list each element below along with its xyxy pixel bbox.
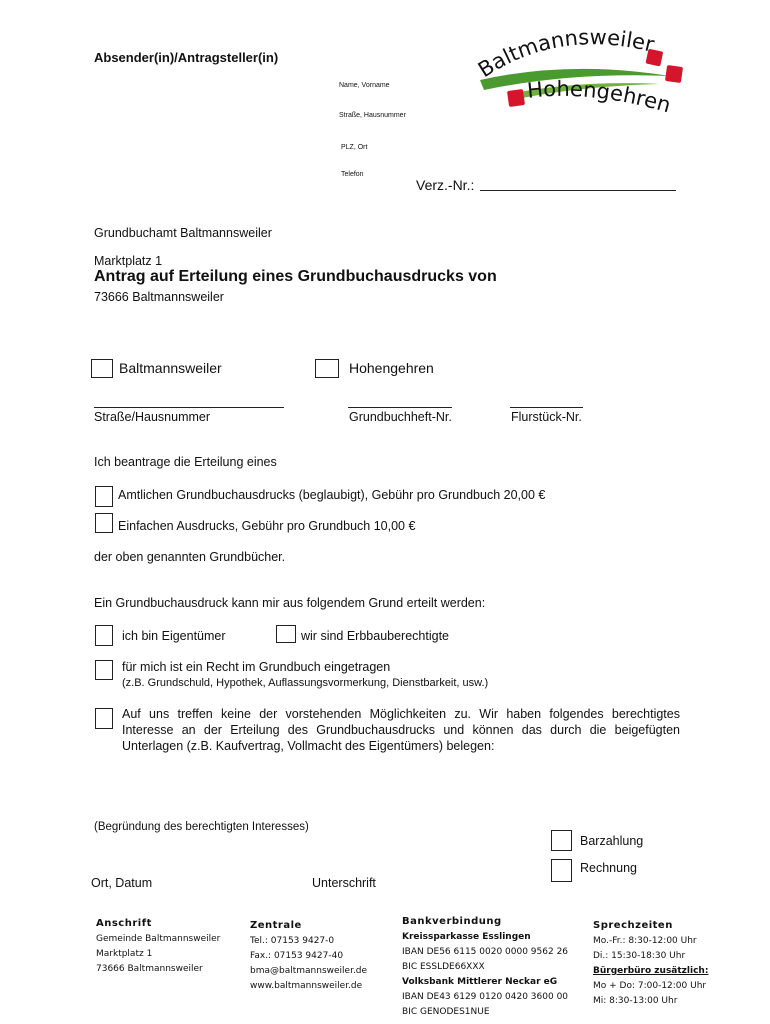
simple-extract-checkbox[interactable] [95,513,113,533]
simple-extract-label: Einfachen Ausdrucks, Gebühr pro Grundbuch 10,00 € [118,519,416,533]
recipient-office: Grundbuchamt Baltmannsweiler [94,226,272,240]
footer-hours-line: Di.: 15:30-18:30 Uhr [593,951,686,961]
street-field-label: Straße, Hausnummer [339,112,406,119]
street-label: Straße/Hausnummer [94,410,211,424]
name-field-label: Name, Vorname [339,82,390,89]
form-title: Antrag auf Erteilung eines Grundbuchausdrucks von [94,268,497,285]
verz-input-line[interactable] [480,190,676,191]
footer-bank2-iban: IBAN DE43 6129 0120 0420 3600 00 [402,992,569,1002]
logo-red-square [507,89,525,107]
heft-input-line[interactable] [348,407,452,408]
place-date-label: Ort, Datum [91,876,153,890]
baltmannsweiler-checkbox[interactable] [91,359,113,378]
city-field-label: PLZ, Ort [341,144,368,151]
reason-intro: Ein Grundbuchausdruck kann mir aus folgendem Grund erteilt werden: [94,596,486,610]
other-interest-text: Auf uns treffen keine der vorstehenden Möglichkeiten zu. Wir haben folgendes berechtigtes Interesse an der Erteilung des Grundbuchausdrucks und können das durch die beigefügten Unterlagen (z.B. Kaufvertrag, Vollmacht des Eigentümers) belegen: [122,707,680,753]
hohengehren-label: Hohengehren [349,360,434,376]
footer-bank2-bic: BIC GENODES1NUE [402,1007,490,1017]
footer-address-line: 73666 Baltmannsweiler [96,964,203,974]
right-registered-label: für mich ist ein Recht im Grundbuch eingetragen [122,660,391,674]
footer-bank1-name: Kreissparkasse Esslingen [402,932,531,942]
footer-address [96,918,220,977]
sender-title: Absender(in)/Antragsteller(in) [94,50,279,65]
footer-email[interactable]: bma@baltmannsweiler.de [250,966,368,976]
hohengehren-checkbox[interactable] [315,359,339,378]
footer-central-title: Zentrale [250,920,302,931]
footer-bank2-name: Volksbank Mittlerer Neckar eG [402,977,558,987]
footer-bank1-iban: IBAN DE56 6115 0020 0000 9562 26 [402,947,569,957]
footer-address-line: Marktplatz 1 [96,949,153,959]
logo-red-square [665,65,683,83]
footer-central [250,920,367,994]
footer-hours-line: Mo + Do: 7:00-12:00 Uhr [593,981,707,991]
footer-fax: Fax.: 07153 9427-40 [250,951,344,961]
heritable-checkbox[interactable] [276,625,296,643]
heritable-label: wir sind Erbbauberechtigte [301,629,449,643]
flurstueck-label: Flurstück-Nr. [511,410,582,424]
footer-website[interactable]: www.baltmannsweiler.de [250,981,363,991]
footer-bank1-bic: BIC ESSLDE66XXX [402,962,485,972]
signature-label: Unterschrift [312,876,376,890]
footer-hours-line: Mo.-Fr.: 8:30-12:00 Uhr [593,936,697,946]
other-interest-checkbox[interactable] [95,708,113,729]
official-extract-label: Amtlichen Grundbuchausdrucks (beglaubigt), Gebühr pro Grundbuch 20,00 € [118,488,546,502]
invoice-payment-checkbox[interactable] [551,859,572,882]
heft-label: Grundbuchheft-Nr. [349,410,452,424]
footer-address-title: Anschrift [96,918,152,929]
request-outro: der oben genannten Grundbücher. [94,550,286,564]
municipality-logo [470,20,700,130]
cash-payment-label: Barzahlung [580,834,644,848]
footer-bank-title: Bankverbindung [402,916,502,927]
invoice-payment-label: Rechnung [580,861,637,875]
official-extract-checkbox[interactable] [95,486,113,507]
recipient-street: Marktplatz 1 [94,254,163,268]
cash-payment-checkbox[interactable] [551,830,572,851]
request-intro: Ich beantrage die Erteilung eines [94,455,277,469]
footer-hours [593,920,708,1009]
right-registered-checkbox[interactable] [95,660,113,680]
flurstueck-input-line[interactable] [510,407,583,408]
logo-text-bottom: Hohengehren [526,76,674,118]
footer-hours-line: Mi: 8:30-13:00 Uhr [593,996,678,1006]
street-input-line[interactable] [94,407,284,408]
footer-phone: Tel.: 07153 9427-0 [250,936,335,946]
verz-label: Verz.-Nr.: [416,177,475,193]
owner-label: ich bin Eigentümer [122,629,226,643]
justification-label: (Begründung des berechtigten Interesses) [94,821,309,833]
recipient-city: 73666 Baltmannsweiler [94,290,224,304]
footer-hours-title: Sprechzeiten [593,920,673,931]
footer-hours-extra-title: Bürgerbüro zusätzlich: [593,966,709,976]
baltmannsweiler-label: Baltmannsweiler [119,360,222,376]
phone-field-label: Telefon [341,171,364,178]
logo-text-top: Baltmannsweiler [473,25,657,83]
owner-checkbox[interactable] [95,625,113,646]
footer-bank [402,916,568,1020]
footer-address-line: Gemeinde Baltmannsweiler [96,934,221,944]
right-registered-note: (z.B. Grundschuld, Hypothek, Auflassungsvormerkung, Dienstbarkeit, usw.) [122,677,489,689]
